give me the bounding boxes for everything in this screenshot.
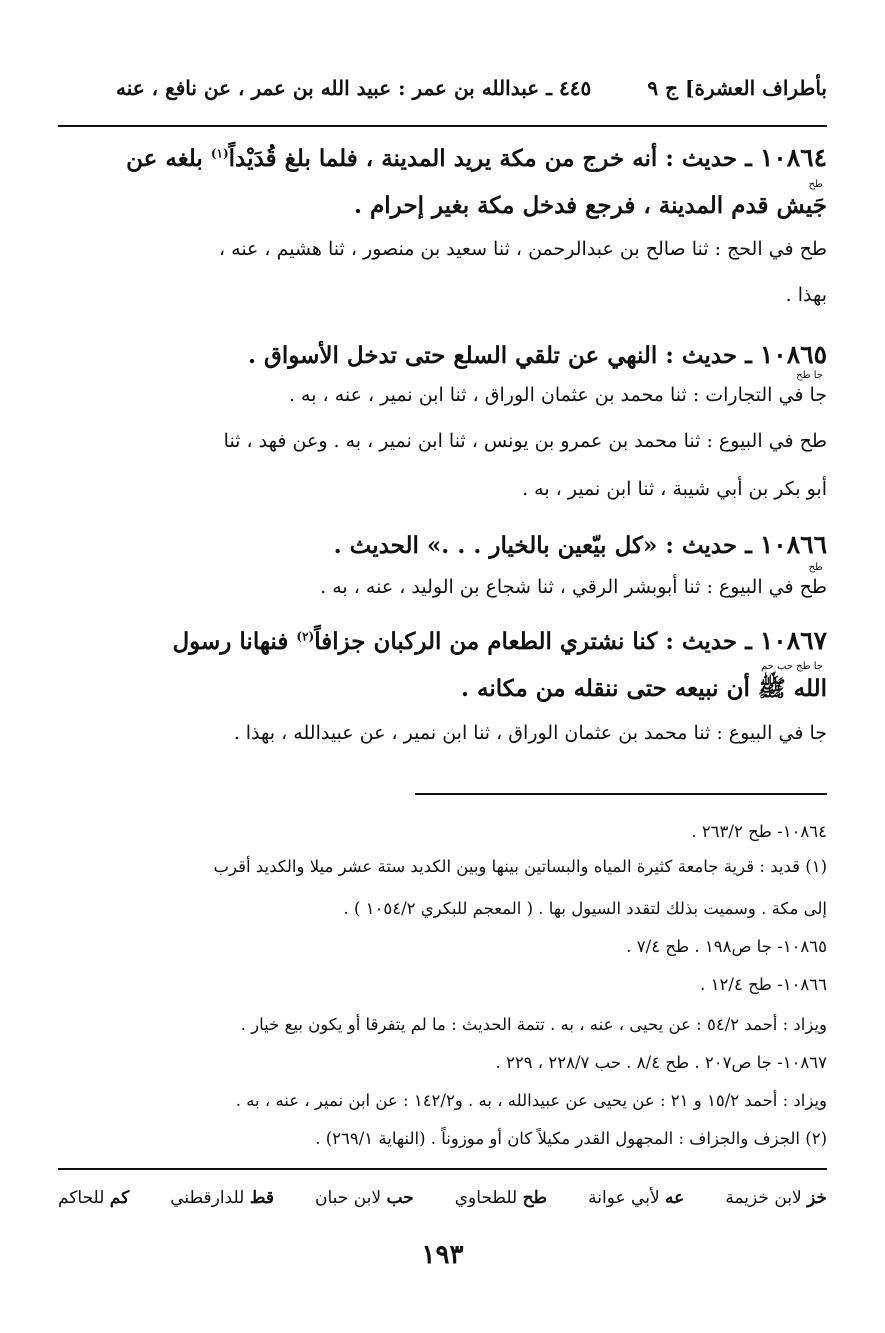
footnote-line: ويزاد : أحمد ٥٤/٢ : عن يحيى ، عنه ، به . تتمة الحديث : ما لم يتفرقا أو يكون بيع خيار . [240,1015,827,1034]
hadith-title-text: ـ حديث : «كل بيّعين بالخيار . . .» الحديث . [333,532,760,559]
isnad-line: جا في البيوع : ثنا محمد بن عثمان الوراق ، ثنا ابن نمير ، عن عبيدالله ، بهذا . [233,722,827,744]
isnad-line: طح في البيوع : ثنا محمد بن عمرو بن يونس ، ثنا ابن نمير ، به . وعن فهد ، ثنا [223,430,827,452]
running-header [116,76,827,112]
footnote-line: ويزاد : أحمد ١٥/٢ و ٢١ : عن يحيى عن عبيدالله ، به . و١٤٢/٢ : عن ابن نمير ، عنه ، به . [235,1091,827,1110]
legend-item: حب لابن حبان [315,1188,414,1208]
isnad-line: بهذا . [785,284,827,306]
hadith-title [172,626,827,655]
footnote-line: إلى مكة . وسميت بذلك لتقدد السيول بها . ( المعجم للبكري ١٠٥٤/٢ ) . [343,899,827,918]
sigla-marker: طح [808,179,823,190]
hadith-title-end: بلغه عن [126,145,211,172]
footnote-ref: (١) [210,146,229,161]
hadith-title [334,530,827,559]
sigla-marker: جا طح [796,370,823,381]
footnote-line: ١٠٨٦٥- جا ص١٩٨ . طح ٧/٤ . [626,937,827,956]
footnote-line: (١) قديد : قرية جامعة كثيرة المياه والبساتين بينها وبين الكديد ستة عشر ميلا والكديد أقرب [213,857,827,876]
isnad-line: طح في الحج : ثنا صالح بن عبدالرحمن ، ثنا سعيد بن منصور ، ثنا هشيم ، عنه ، [218,238,827,260]
header-rule [58,125,827,127]
sigla-marker: طح [808,562,823,573]
running-head-title: بأطراف العشرة] ج ٩ [647,76,827,100]
hadith-number: ١٠٨٦٤ [759,143,827,172]
footnote-line: (٢) الجزف والجزاف : المجهول القدر مكيلاً كان أو موزوناً . (النهاية ٢٦٩/١) . [315,1129,827,1148]
hadith-title-end: فنهانا رسول [172,628,297,655]
footnote-line: ١٠٨٦٤- طح ٢٦٣/٢ . [691,822,827,841]
hadith-title-text: ـ حديث : كنا نشتري الطعام من الركبان جزافاً [314,628,760,655]
hadith-title [248,340,827,369]
hadith-title-text: ـ حديث : النهي عن تلقي السلع حتى تدخل الأسواق . [247,342,760,369]
hadith-title-continuation: جَيش قدم المدينة ، فرجع فدخل مكة بغير إحرام . [354,192,827,219]
hadith-number: ١٠٨٦٧ [759,626,827,655]
hadith-title-text: ـ حديث : أنه خرج من مكة يريد المدينة ، فلما بلغ قُدَيْداً [228,145,760,172]
hadith-title [126,143,827,172]
isnad-line: جا في التجارات : ثنا محمد بن عثمان الوراق ، ثنا ابن نمير ، عنه ، به . [288,384,827,406]
isnad-line: أبو بكر بن أبي شيبة ، ثنا ابن نمير ، به . [522,478,827,500]
page-number: ١٩٣ [421,1240,464,1270]
legend-item: كم للحاكم [58,1188,130,1208]
footnote-line: ١٠٨٦٧- جا ص٢٠٧ . طح ٨/٤ . حب ٢٢٨/٧ ، ٢٢٩ . [495,1053,827,1072]
legend-item: قط للدارقطني [170,1188,274,1208]
legend-item: طح للطحاوي [454,1188,548,1208]
footnote-line: ١٠٨٦٦- طح ١٢/٤ . [700,975,827,994]
abbreviation-legend [58,1188,827,1218]
running-head-range: ٤٤٥ ـ عبدالله بن عمر : عبيد الله بن عمر ، عن نافع ، عنه [116,76,592,100]
legend-item: خز لابن خزيمة [725,1188,827,1208]
legend-item: عه لأبي عوانة [588,1188,685,1208]
isnad-line: طح في البيوع : ثنا أبوبشر الرقي ، ثنا شجاع بن الوليد ، عنه ، به . [320,576,827,598]
legend-rule [58,1168,827,1170]
sigla-marker: جا طح حب حم [760,661,823,672]
footnote-rule [415,793,827,795]
hadith-title-continuation: الله ﷺ أن نبيعه حتى ننقله من مكانه . [460,675,827,702]
footnote-ref: (٢) [296,629,315,644]
hadith-number: ١٠٨٦٥ [759,340,827,369]
hadith-number: ١٠٨٦٦ [759,530,827,559]
